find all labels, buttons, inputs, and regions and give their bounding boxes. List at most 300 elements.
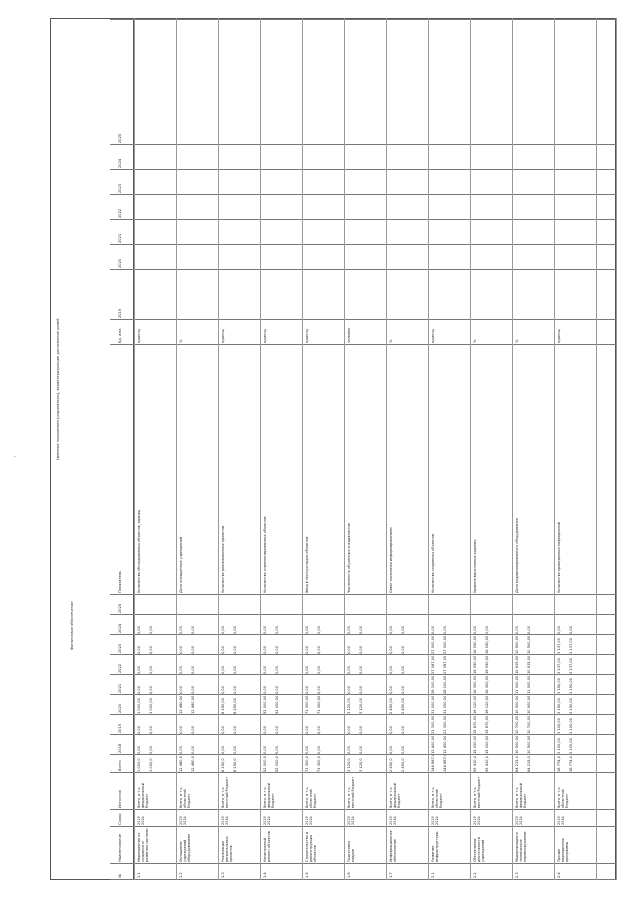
- row-value-sub: 0,00: [401, 665, 405, 674]
- row-value: 0,00: [137, 725, 141, 734]
- row-value-sub: 0,00: [359, 725, 363, 734]
- row-period: 2019 2024: [473, 816, 481, 825]
- row-value: 3 100,00: [557, 717, 561, 734]
- row-value: 10 900,00: [515, 695, 519, 714]
- row-value: 10 615,00: [515, 655, 519, 674]
- row-value-sub: 0,00: [359, 685, 363, 694]
- row-value: 0,00: [347, 745, 351, 754]
- row-source: Всего, в т.ч. местный бюджет: [473, 776, 481, 808]
- row-source: Всего, в т.ч. областной бюджет: [557, 786, 569, 808]
- row-period: 2019 2024: [347, 816, 355, 825]
- row-value: 3 120,00: [347, 697, 351, 714]
- row-unit: единиц: [221, 328, 225, 343]
- row-value-sub: 71 300,0: [317, 755, 321, 772]
- row-value: 0,00: [347, 665, 351, 674]
- row-value: 12 480,00: [179, 695, 183, 714]
- row-indicator: Охват населения информированием: [389, 527, 393, 593]
- row-value: 95 410,0: [473, 755, 477, 772]
- row-value-sub: 27 000,00: [443, 635, 447, 654]
- row-value-sub: 0,00: [401, 725, 405, 734]
- row-value-sub: 3 100,00: [569, 737, 573, 754]
- row-number: 1.3: [221, 872, 225, 878]
- row-value: 0,00: [263, 645, 267, 654]
- row-value-sub: 11 000,00: [527, 675, 531, 694]
- row-period: 2019 2024: [221, 816, 229, 825]
- column-header: Всего: [118, 760, 122, 771]
- row-value: 0,00: [347, 625, 351, 634]
- row-value-sub: 0,00: [191, 725, 195, 734]
- row-value: 0,00: [347, 645, 351, 654]
- row-indicator: Численность обученных специалистов: [347, 523, 351, 593]
- grid-vline: [110, 269, 616, 270]
- row-indicator: Количество реализованных проектов: [221, 525, 225, 593]
- row-value-sub: 16 120,00: [485, 695, 489, 714]
- grid-vline: [110, 244, 616, 245]
- row-value: 0,00: [305, 625, 309, 634]
- row-value: 0,00: [263, 725, 267, 734]
- row-value-sub: 0,00: [233, 665, 237, 674]
- row-value: 0,00: [137, 625, 141, 634]
- row-unit: %: [515, 339, 519, 343]
- row-value: 0,00: [389, 665, 393, 674]
- grid-hline: [596, 18, 597, 880]
- row-value-sub: 0,00: [149, 625, 153, 634]
- row-value: 2 450,0: [389, 758, 393, 772]
- row-value: 0,00: [221, 725, 225, 734]
- grid-vline: [110, 169, 616, 170]
- row-value-sub: 0,00: [191, 665, 195, 674]
- row-value-sub: 71 300,00: [317, 695, 321, 714]
- grid-hline: [176, 18, 177, 880]
- row-value: 0,00: [221, 625, 225, 634]
- row-value: 0,00: [137, 645, 141, 654]
- column-header: Показатель: [118, 570, 122, 593]
- row-value-sub: 3 137,00: [569, 657, 573, 674]
- row-value: 3 100,00: [557, 737, 561, 754]
- row-unit: единиц: [431, 328, 435, 343]
- row-unit: единиц: [137, 328, 141, 343]
- grid-vline: [110, 772, 616, 773]
- row-value-sub: 0,00: [443, 625, 447, 634]
- row-value-sub: 3 137,00: [569, 637, 573, 654]
- column-header: 2020: [118, 258, 122, 268]
- row-value: 0,00: [179, 665, 183, 674]
- column-header: 2020: [118, 703, 122, 713]
- row-value-sub: 0,00: [149, 725, 153, 734]
- row-value-sub: 0,00: [401, 625, 405, 634]
- row-value-sub: 1 000,00: [149, 697, 153, 714]
- grid-hline: [218, 18, 219, 880]
- row-value: 146 887,0: [431, 753, 435, 772]
- row-indicator: Доля модернизированного оборудования: [515, 518, 519, 593]
- row-value-sub: 0,00: [191, 685, 195, 694]
- row-title: Мероприятия по созданию и развитию системы: [137, 828, 149, 862]
- column-header: 2024: [118, 158, 122, 168]
- row-value-sub: 0,00: [317, 725, 321, 734]
- row-value: 10 700,00: [515, 715, 519, 734]
- row-value: 31 000,00: [431, 695, 435, 714]
- row-unit: человек: [347, 327, 351, 343]
- row-value-sub: 12 480,0: [191, 755, 195, 772]
- grid-vline: [110, 194, 616, 195]
- row-number: 1.4: [263, 872, 267, 878]
- row-value: 0,00: [263, 625, 267, 634]
- row-value: 71 300,00: [305, 695, 309, 714]
- row-value-sub: 8 250,0: [233, 758, 237, 772]
- row-value: 2 450,00: [389, 697, 393, 714]
- grid-hline: [302, 18, 303, 880]
- row-value: 0,00: [473, 625, 477, 634]
- row-value: 3 120,0: [347, 758, 351, 772]
- row-number: 2.2: [473, 872, 477, 878]
- row-value-sub: 0,00: [233, 745, 237, 754]
- row-value-sub: 0,00: [149, 665, 153, 674]
- row-value-sub: 0,00: [275, 625, 279, 634]
- row-indicator: Количество проведенных мероприятий: [557, 522, 561, 593]
- row-unit: %: [473, 339, 477, 343]
- grid-vline: [110, 674, 616, 675]
- row-value: 1 000,0: [137, 758, 141, 772]
- row-value: 18 774,0: [557, 755, 561, 772]
- row-value-sub: 0,00: [317, 665, 321, 674]
- row-value: 0,00: [221, 745, 225, 754]
- row-value-sub: 10 615,00: [527, 655, 531, 674]
- row-value: 15 870,00: [473, 715, 477, 734]
- row-value: 11 000,00: [515, 675, 519, 694]
- grid-vline: [110, 863, 616, 864]
- grid-hline: [512, 18, 513, 880]
- row-value: 0,00: [389, 685, 393, 694]
- column-header: 2021: [118, 233, 122, 243]
- row-value: 0,00: [221, 685, 225, 694]
- row-value-sub: 3 150,00: [569, 697, 573, 714]
- row-title: Информационное обеспечение: [389, 830, 397, 862]
- row-value: 0,00: [221, 645, 225, 654]
- row-title: Прочие мероприятия программы: [557, 838, 569, 862]
- column-header: Ед. изм.: [118, 327, 122, 343]
- row-number: 1.6: [347, 872, 351, 878]
- grid-vline: [110, 144, 616, 145]
- row-value-sub: 0,00: [359, 625, 363, 634]
- stray-mark: .: [14, 452, 16, 459]
- column-header: 2018: [118, 743, 122, 753]
- grid-hline: [134, 18, 135, 880]
- row-unit: единиц: [557, 328, 561, 343]
- grid-vline: [110, 714, 616, 715]
- grid-hline: [260, 18, 261, 880]
- row-value-sub: 18 774,0: [569, 755, 573, 772]
- row-value-sub: 0,00: [359, 745, 363, 754]
- grid-vline: [110, 319, 616, 320]
- row-value: 0,00: [389, 645, 393, 654]
- column-header: 2023: [118, 183, 122, 193]
- row-value: 16 300,00: [473, 675, 477, 694]
- row-value: 15 020,00: [473, 735, 477, 754]
- column-header: Наименование: [118, 834, 122, 862]
- grid-vline: [110, 754, 616, 755]
- row-unit: %: [389, 339, 393, 343]
- row-value: 0,00: [557, 625, 561, 634]
- grid-vline: [110, 19, 616, 20]
- row-value: 0,00: [137, 665, 141, 674]
- row-value: 21 300,00: [431, 715, 435, 734]
- row-value: 10 500,00: [515, 635, 519, 654]
- row-period: 2019 2024: [431, 816, 439, 825]
- row-value: 0,00: [347, 685, 351, 694]
- column-header: 2022: [118, 663, 122, 673]
- row-value-sub: 0,00: [233, 645, 237, 654]
- grid-hline: [428, 18, 429, 880]
- row-value: 0,00: [347, 725, 351, 734]
- row-value: 8 250,00: [221, 697, 225, 714]
- row-title: Капитальный ремонт объектов: [263, 831, 271, 862]
- row-value-sub: 0,00: [317, 745, 321, 754]
- column-header: 2024: [118, 623, 122, 633]
- row-value-sub: 1 000,0: [149, 758, 153, 772]
- row-value-sub: 0,00: [317, 645, 321, 654]
- row-value: 0,00: [263, 665, 267, 674]
- row-period: 2019 2024: [515, 816, 523, 825]
- row-value: 0,00: [179, 725, 183, 734]
- row-source: Всего, в т.ч. местный бюджет: [221, 776, 229, 808]
- row-value-sub: 3 150,00: [569, 677, 573, 694]
- row-value-sub: 0,00: [359, 665, 363, 674]
- row-value-sub: 52 000,0: [275, 755, 279, 772]
- row-period: 2019 2024: [179, 816, 187, 825]
- column-header: 2022: [118, 208, 122, 218]
- row-value: 27 087,00: [431, 655, 435, 674]
- row-value-sub: 10 700,00: [527, 715, 531, 734]
- row-value-sub: 52 000,00: [275, 695, 279, 714]
- row-value: 0,00: [179, 625, 183, 634]
- grid-vline: [110, 594, 616, 595]
- row-value: 16 050,00: [473, 635, 477, 654]
- row-value-sub: 146 887,0: [443, 753, 447, 772]
- row-value-sub: 0,00: [275, 725, 279, 734]
- row-value: 0,00: [221, 665, 225, 674]
- row-value: 0,00: [179, 685, 183, 694]
- column-header: 2025: [118, 603, 122, 613]
- row-source: Всего, в т.ч. областной бюджет: [431, 786, 443, 808]
- row-value-sub: 15 020,00: [485, 735, 489, 754]
- grid-vline: [110, 826, 616, 827]
- row-value: 0,00: [305, 645, 309, 654]
- row-source: Всего, в т.ч. федеральный бюджет: [389, 783, 401, 808]
- row-title: Подготовка кадров: [347, 841, 355, 862]
- row-value: 0,00: [515, 625, 519, 634]
- row-value-sub: 0,00: [149, 645, 153, 654]
- row-value-sub: 0,00: [191, 745, 195, 754]
- row-value: 0,00: [305, 665, 309, 674]
- row-value-sub: 0,00: [191, 645, 195, 654]
- row-value-sub: 27 087,00: [443, 655, 447, 674]
- column-header: 2019: [118, 723, 122, 733]
- grid-vline: [110, 654, 616, 655]
- row-value-sub: 0,00: [485, 625, 489, 634]
- row-value-sub: 10 900,00: [527, 695, 531, 714]
- row-value-sub: 2 450,00: [401, 697, 405, 714]
- column-header: 2025: [118, 133, 122, 143]
- row-value-sub: 16 050,00: [485, 635, 489, 654]
- row-title: Модернизация и техническое перевооружение: [515, 831, 527, 862]
- row-period: 2019 2024: [137, 816, 145, 825]
- grid-vline: [110, 879, 616, 880]
- row-value: 0,00: [263, 745, 267, 754]
- row-title: Развитие инфраструктуры: [431, 831, 439, 862]
- column-header: 2023: [118, 643, 122, 653]
- grid-vline: [110, 219, 616, 220]
- row-value: 10 500,00: [515, 735, 519, 754]
- row-title: Строительство и реконструкция объектов: [305, 831, 317, 862]
- row-value-sub: 3 120,0: [359, 758, 363, 772]
- row-source: Всего, в т.ч. федеральный бюджет: [515, 783, 527, 808]
- row-value-sub: 0,00: [191, 625, 195, 634]
- row-value: 3 137,00: [557, 637, 561, 654]
- row-value: 0,00: [179, 645, 183, 654]
- grid-hline: [344, 18, 345, 880]
- row-source: Всего, в т.ч. федеральный бюджет: [263, 783, 275, 808]
- row-number: 1.1: [137, 872, 141, 878]
- header-top-title: Целевые показатели (индикаторы), характеризующие достижение целей: [56, 318, 60, 460]
- row-indicator: Ввод в эксплуатацию объектов: [305, 536, 309, 593]
- grid-vline: [110, 634, 616, 635]
- row-value-sub: 10 500,00: [527, 735, 531, 754]
- row-value-sub: 3 100,00: [569, 717, 573, 734]
- column-header: 2021: [118, 683, 122, 693]
- row-value: 0,00: [263, 685, 267, 694]
- row-value: 0,00: [305, 685, 309, 694]
- row-source: Всего, в т.ч. федеральный бюджет: [137, 783, 149, 808]
- row-value-sub: 0,00: [401, 745, 405, 754]
- row-value-sub: 64 215,0: [527, 755, 531, 772]
- row-number: 2.4: [557, 872, 561, 878]
- row-value-sub: 0,00: [317, 625, 321, 634]
- row-value-sub: 0,00: [233, 725, 237, 734]
- row-value-sub: 0,00: [401, 685, 405, 694]
- grid-hline: [470, 18, 471, 880]
- row-value: 16 050,00: [473, 655, 477, 674]
- header-left-title: Финансовое обеспечение: [70, 601, 74, 650]
- row-value-sub: 12 400,00: [443, 735, 447, 754]
- row-source: Всего, в т.ч. областной бюджет: [305, 786, 317, 808]
- column-header: Сроки: [118, 813, 122, 825]
- row-value-sub: 0,00: [275, 745, 279, 754]
- row-number: 1.7: [389, 872, 393, 878]
- row-value-sub: 0,00: [233, 625, 237, 634]
- row-value-sub: 0,00: [149, 745, 153, 754]
- row-value-sub: 0,00: [317, 685, 321, 694]
- row-number: 1.5: [305, 872, 309, 878]
- row-title: Оснащение учреждений оборудованием: [179, 834, 191, 862]
- row-value: 27 000,00: [431, 635, 435, 654]
- row-value: 3 150,00: [557, 697, 561, 714]
- grid-vline: [110, 809, 616, 810]
- row-value: 12 400,00: [431, 735, 435, 754]
- row-value-sub: 95 410,0: [485, 755, 489, 772]
- row-period: 2019 2024: [557, 816, 565, 825]
- grid-hline: [616, 18, 617, 880]
- row-value: 71 300,0: [305, 755, 309, 772]
- row-unit: %: [179, 339, 183, 343]
- row-period: 2019 2024: [263, 816, 271, 825]
- row-unit: единиц: [263, 328, 267, 343]
- row-number: 2.3: [515, 872, 519, 878]
- row-value-sub: 16 300,00: [485, 675, 489, 694]
- row-value: 16 120,00: [473, 695, 477, 714]
- row-value-sub: 0,00: [275, 685, 279, 694]
- row-value: 3 150,00: [557, 677, 561, 694]
- row-indicator: Доля оснащенных учреждений: [179, 536, 183, 593]
- row-unit: единиц: [305, 328, 309, 343]
- row-value-sub: 0,00: [359, 645, 363, 654]
- grid-vline: [110, 694, 616, 695]
- column-header: №: [118, 874, 122, 878]
- row-source: Всего, в т.ч. областной бюджет: [179, 786, 191, 808]
- row-indicator: Количество созданных объектов: [431, 533, 435, 593]
- row-value-sub: 12 480,00: [191, 695, 195, 714]
- row-value: 0,00: [179, 745, 183, 754]
- row-value: 12 480,0: [179, 755, 183, 772]
- row-period: 2019 2024: [305, 816, 313, 825]
- row-indicator: Уровень выполнения задания: [473, 539, 477, 593]
- row-value: 0,00: [389, 625, 393, 634]
- row-value: 0,00: [389, 745, 393, 754]
- row-value: 0,00: [431, 625, 435, 634]
- grid-hline: [554, 18, 555, 880]
- row-value: 0,00: [137, 685, 141, 694]
- row-value-sub: 0,00: [569, 625, 573, 634]
- row-value-sub: 16 050,00: [485, 655, 489, 674]
- row-value-sub: 2 450,0: [401, 758, 405, 772]
- row-value-sub: 0,00: [275, 645, 279, 654]
- row-title: Реализация региональных проектов: [221, 836, 233, 862]
- row-value-sub: 28 100,00: [443, 675, 447, 694]
- row-period: 2019 2024: [389, 816, 397, 825]
- row-value: 0,00: [305, 745, 309, 754]
- column-header: Источник: [118, 790, 122, 808]
- row-value: 1 000,00: [137, 697, 141, 714]
- row-number: 2.1: [431, 872, 435, 878]
- row-value-sub: 0,00: [275, 665, 279, 674]
- row-value-sub: 8 250,00: [233, 697, 237, 714]
- row-title: Обеспечение деятельности учреждений: [473, 836, 485, 862]
- grid-hline: [386, 18, 387, 880]
- row-value-sub: 15 870,00: [485, 715, 489, 734]
- row-value-sub: 21 300,00: [443, 715, 447, 734]
- row-value-sub: 0,00: [149, 685, 153, 694]
- row-value-sub: 31 000,00: [443, 695, 447, 714]
- row-value: 3 137,00: [557, 657, 561, 674]
- row-value: 0,00: [389, 725, 393, 734]
- row-value: 28 100,00: [431, 675, 435, 694]
- row-number: 1.2: [179, 872, 183, 878]
- row-indicator: Количество обследованных объектов, единиц: [137, 509, 141, 593]
- row-indicator: Количество отремонтированных объектов: [263, 516, 267, 593]
- row-value: 0,00: [137, 745, 141, 754]
- row-value: 64 215,0: [515, 755, 519, 772]
- row-value-sub: 10 500,00: [527, 635, 531, 654]
- grid-vline: [110, 344, 616, 345]
- row-value: 0,00: [305, 725, 309, 734]
- grid-vline: [110, 734, 616, 735]
- row-source: Всего, в т.ч. местный бюджет: [347, 776, 355, 808]
- row-value: 8 250,0: [221, 758, 225, 772]
- row-value: 52 000,0: [263, 755, 267, 772]
- row-value-sub: 0,00: [233, 685, 237, 694]
- grid-vline: [110, 614, 616, 615]
- column-header: 2019: [118, 308, 122, 318]
- row-value: 52 000,00: [263, 695, 267, 714]
